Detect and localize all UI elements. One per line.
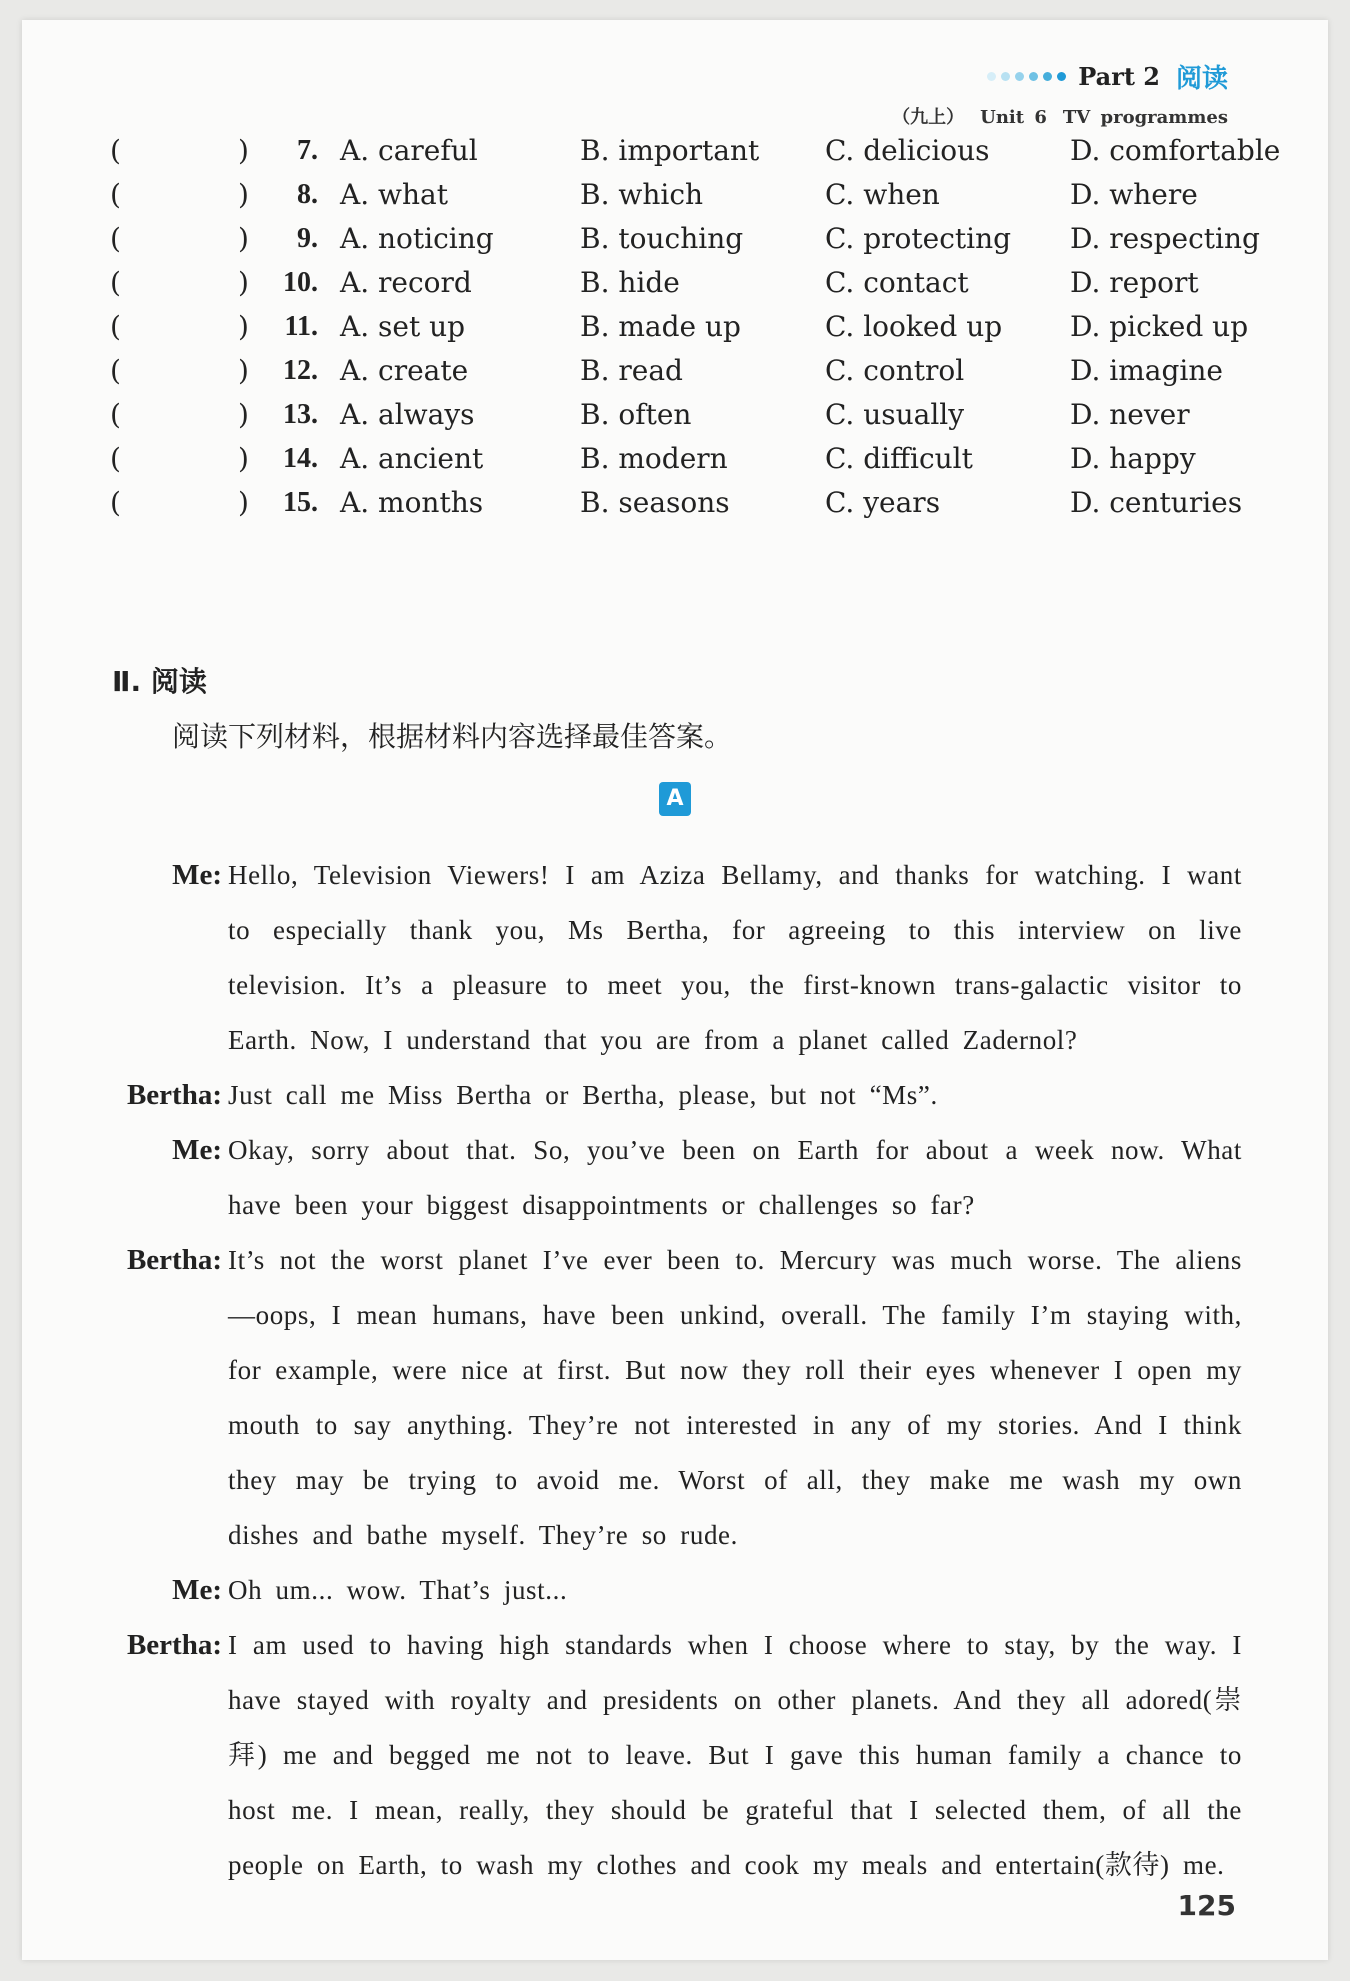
answer-paren-close: ) [238,354,249,387]
speaker-label: Me: [172,1134,222,1166]
question-row [90,133,1290,169]
dot-icon [1015,72,1024,81]
question-number: 15. [283,487,318,518]
question-row [90,221,1290,257]
utterance-text: I am used to having high standards when I choose where to stay, by the way. I have stayed with royalty and presidents on other planets. And they all adored(崇拜) me and begged me not to leave. But I gave this human family a chance to host me. I mean, really, they should be grateful that I selected them, of all the people on Earth, to wash my clothes and cook my meals and entertain(款待) me. [228,1630,1242,1880]
option-d: D. picked up [1070,310,1249,343]
dot-icon [1043,72,1052,81]
utterance-text: Oh um... wow. That’s just... [228,1575,568,1605]
page-number: 125 [1177,1889,1236,1922]
passage-badge: A [659,782,691,816]
option-d: D. happy [1070,442,1196,475]
decorative-dots [987,72,1066,81]
utterance-text: Hello, Television Viewers! I am Aziza Bellamy, and thanks for watching. I want to especially thank you, Ms Bertha, for agreeing to this interview on live television. It’s a pleasure to meet you, the first-known trans-galactic visitor to Earth. Now, I understand that you are from a planet called Zadernol? [228,860,1242,1055]
question-row [90,309,1290,345]
question-row [90,353,1290,389]
utterance-text: Okay, sorry about that. So, you’ve been on Earth for about a week now. What have been your biggest disappointments or challenges so far? [228,1135,1242,1220]
answer-paren-close: ) [238,398,249,431]
grade-label: （九上） [892,107,965,128]
answer-paren-close: ) [238,134,249,167]
option-a: A. set up [340,310,466,343]
dialogue-turn [82,848,1242,1068]
option-a: A. what [340,178,448,211]
option-b: B. modern [580,442,728,475]
option-c: C. difficult [825,442,973,475]
question-number: 13. [283,399,318,430]
option-c: C. looked up [825,310,1003,343]
option-b: B. important [580,134,760,167]
answer-paren-open: ( [110,398,121,431]
answer-paren-open: ( [110,266,121,299]
question-number: 10. [283,267,318,298]
dot-icon [1001,72,1010,81]
option-b: B. seasons [580,486,730,519]
option-c: C. contact [825,266,969,299]
question-number: 12. [283,355,318,386]
utterance-text: Just call me Miss Bertha or Bertha, please, but not “Ms”. [228,1080,938,1110]
option-c: C. control [825,354,965,387]
answer-paren-close: ) [238,442,249,475]
option-d: D. where [1070,178,1198,211]
option-a: A. ancient [340,442,484,475]
dialogue-turn [82,1233,1242,1563]
question-number: 8. [297,179,318,210]
option-d: D. report [1070,266,1199,299]
option-b: B. hide [580,266,680,299]
dot-icon [1057,72,1066,81]
dialogue-turn [82,1068,1242,1123]
answer-paren-close: ) [238,266,249,299]
option-d: D. centuries [1070,486,1243,519]
option-d: D. respecting [1070,222,1260,255]
speaker-label: Me: [172,859,222,891]
question-row [90,265,1290,301]
question-row [90,441,1290,477]
option-a: A. noticing [340,222,494,255]
dialogue-turn [82,1123,1242,1233]
option-c: C. when [825,178,940,211]
option-c: C. years [825,486,941,519]
section-tag: 阅读 [1175,64,1228,94]
option-a: A. careful [340,134,478,167]
speaker-label: Bertha: [126,1244,222,1276]
option-a: A. always [340,398,475,431]
option-a: A. months [340,486,484,519]
answer-paren-open: ( [110,486,121,519]
unit-label: Unit 6 [980,107,1047,128]
option-d: D. never [1070,398,1190,431]
option-d: D. comfortable [1070,134,1281,167]
topic-label: TV programmes [1062,107,1228,128]
part-label: Part 2 [1078,62,1160,91]
unit-info [892,103,1228,129]
option-c: C. usually [825,398,965,431]
question-row [90,397,1290,433]
option-a: A. record [340,266,472,299]
answer-paren-open: ( [110,354,121,387]
dialogue-turn [82,1618,1242,1893]
section-title: Ⅱ. 阅读 [112,665,207,698]
option-c: C. delicious [825,134,990,167]
dialogue-turn [82,1563,1242,1618]
answer-paren-open: ( [110,222,121,255]
workbook-page [22,20,1328,1960]
option-c: C. protecting [825,222,1012,255]
answer-paren-open: ( [110,178,121,211]
instruction-text: 阅读下列材料，根据材料内容选择最佳答案。 [172,720,733,753]
answer-paren-open: ( [110,134,121,167]
option-b: B. often [580,398,692,431]
answer-paren-close: ) [238,178,249,211]
option-b: B. read [580,354,683,387]
answer-paren-open: ( [110,310,121,343]
option-b: B. which [580,178,704,211]
option-d: D. imagine [1070,354,1223,387]
option-a: A. create [340,354,469,387]
question-number: 14. [283,443,318,474]
utterance-text: It’s not the worst planet I’ve ever been to. Mercury was much worse. The aliens—oops, I mean humans, have been unkind, overall. The family I’m staying with, for example, were nice at first. But now they roll their eyes whenever I open my mouth to say anything. They’re not interested in any of my stories. And I think they may be trying to avoid me. Worst of all, they make me wash my own dishes and bathe myself. They’re so rude. [228,1245,1242,1550]
answer-paren-close: ) [238,310,249,343]
option-b: B. touching [580,222,744,255]
question-number: 11. [284,311,318,342]
question-number: 7. [297,135,318,166]
question-row [90,485,1290,521]
question-number: 9. [297,223,318,254]
speaker-label: Bertha: [126,1079,222,1111]
option-b: B. made up [580,310,741,343]
answer-paren-open: ( [110,442,121,475]
answer-paren-close: ) [238,222,249,255]
dialogue [82,848,1242,1893]
speaker-label: Bertha: [126,1629,222,1661]
dot-icon [1029,72,1038,81]
speaker-label: Me: [172,1574,222,1606]
dot-icon [987,72,996,81]
question-row [90,177,1290,213]
answer-paren-close: ) [238,486,249,519]
page-header [892,58,1228,129]
